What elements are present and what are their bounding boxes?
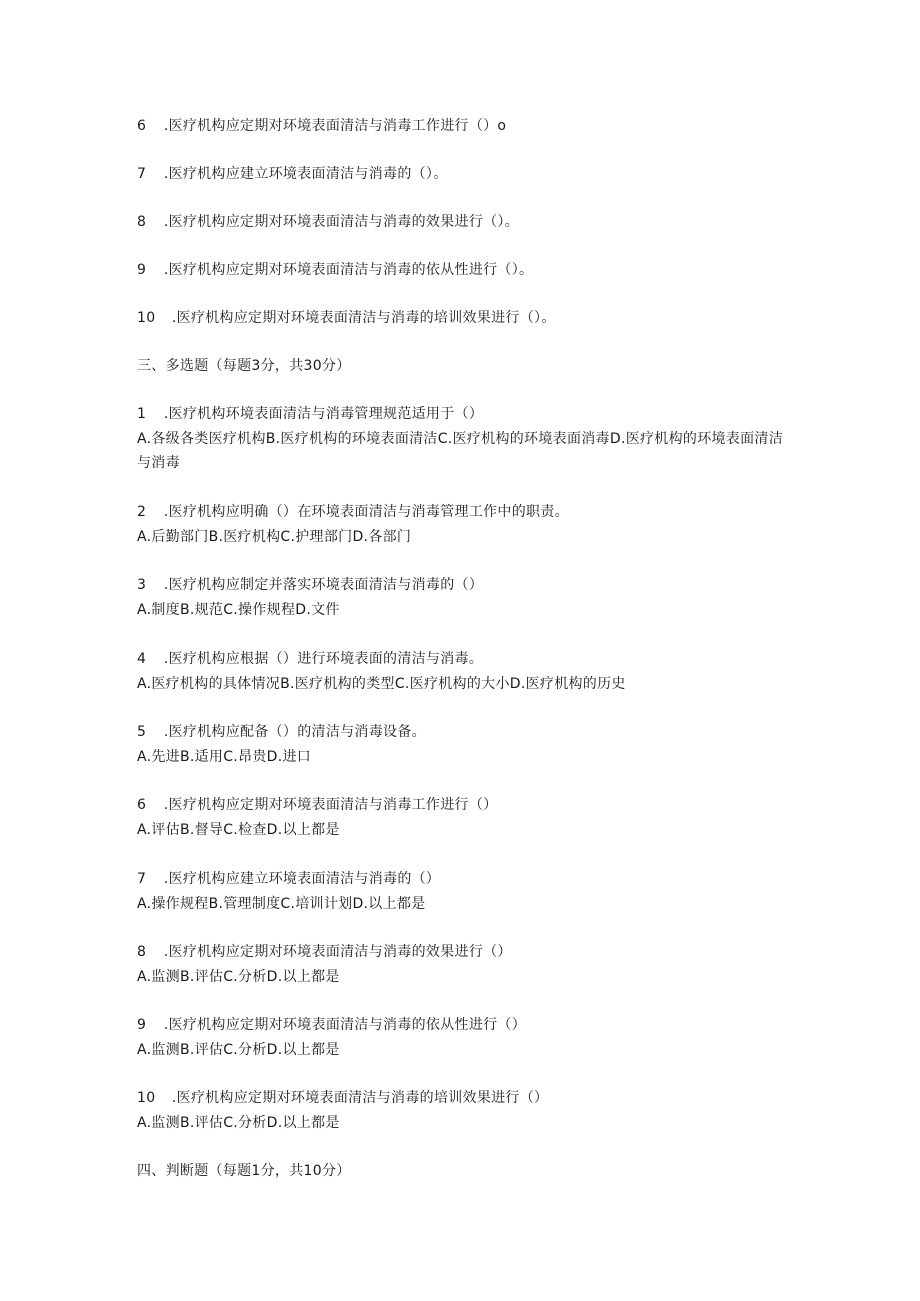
fill-blank-question-8 [137,210,519,234]
multi-choice-question-10 [137,1086,548,1110]
question-text: .医疗机构应定期对环境表面清洁与消毒工作进行（）o [163,118,507,134]
multi-choice-options-2: A.后勤部门B.医疗机构C.护理部门D.各部门 [137,529,412,545]
question-text: .医疗机构应根据（）进行环境表面的清洁与消毒。 [163,651,484,667]
multi-choice-options-7: A.操作规程B.管理制度C.培训计划D.以上都是 [137,896,426,912]
question-text: .医疗机构应定期对环境表面清洁与消毒的效果进行（）。 [163,214,520,230]
multi-choice-question-9 [137,1013,526,1037]
multi-choice-question-6 [137,793,497,817]
question-number: 7 [137,166,147,182]
question-number: 3 [137,577,147,593]
multi-choice-options-4: A.医疗机构的具体情况B.医疗机构的类型C.医疗机构的大小D.医疗机构的历史 [137,676,626,692]
fill-blank-question-9 [137,258,533,282]
multi-choice-options-5: A.先进B.适用C.昂贵D.进口 [137,749,312,765]
multi-choice-options-6: A.评估B.督导C.检查D.以上都是 [137,822,340,838]
multi-choice-options-10: A.监测B.评估C.分析D.以上都是 [137,1115,340,1131]
question-number: 8 [137,944,147,960]
section-heading-true-false: 四、判断题（每题1分，共10分） [137,1163,351,1179]
multi-choice-question-3 [137,573,483,597]
question-number: 7 [137,871,147,887]
question-text: .医疗机构应定期对环境表面清洁与消毒工作进行（） [163,797,498,813]
question-text: .医疗机构应定期对环境表面清洁与消毒的依从性进行（）。 [163,262,534,278]
question-text: .医疗机构应定期对环境表面清洁与消毒的依从性进行（） [163,1017,527,1033]
question-text: .医疗机构应定期对环境表面清洁与消毒的培训效果进行（） [171,1090,549,1106]
question-text: .医疗机构环境表面清洁与消毒管理规范适用于（） [163,406,484,422]
multi-choice-question-1 [137,402,483,426]
multi-choice-options-8: A.监测B.评估C.分析D.以上都是 [137,969,340,985]
question-number: 1 [137,406,147,422]
multi-choice-options-1: A.各级各类医疗机构B.医疗机构的环境表面清洁C.医疗机构的环境表面消毒D.医疗机构的环境表面清洁与消毒 [137,431,783,471]
multi-choice-question-2 [137,500,569,524]
question-number: 8 [137,214,147,230]
question-text: .医疗机构应建立环境表面清洁与消毒的（） [163,871,441,887]
question-number: 6 [137,797,147,813]
multi-choice-question-7 [137,867,440,891]
question-text: .医疗机构应明确（）在环境表面清洁与消毒管理工作中的职责。 [163,504,569,520]
question-number: 6 [137,118,147,134]
multi-choice-question-4 [137,647,483,671]
fill-blank-question-7 [137,162,448,186]
section-heading-multi-choice: 三、多选题（每题3分，共30分） [137,358,351,374]
fill-blank-question-10 [137,306,556,330]
question-number: 9 [137,1017,147,1033]
question-number: 9 [137,262,147,278]
question-number: 10 [137,310,156,326]
question-text: .医疗机构应配备（）的清洁与消毒设备。 [163,724,426,740]
question-number: 10 [137,1090,156,1106]
question-text: .医疗机构应定期对环境表面清洁与消毒的效果进行（） [163,944,512,960]
multi-choice-options-9: A.监测B.评估C.分析D.以上都是 [137,1042,340,1058]
question-text: .医疗机构应制定并落实环境表面清洁与消毒的（） [163,577,484,593]
question-text: .医疗机构应建立环境表面清洁与消毒的（）。 [163,166,448,182]
fill-blank-question-6 [137,114,506,138]
multi-choice-options-3: A.制度B.规范C.操作规程D.文件 [137,602,340,618]
question-number: 5 [137,724,147,740]
question-number: 4 [137,651,147,667]
question-text: .医疗机构应定期对环境表面清洁与消毒的培训效果进行（）。 [171,310,556,326]
question-number: 2 [137,504,147,520]
multi-choice-question-8 [137,940,512,964]
multi-choice-question-5 [137,720,426,744]
